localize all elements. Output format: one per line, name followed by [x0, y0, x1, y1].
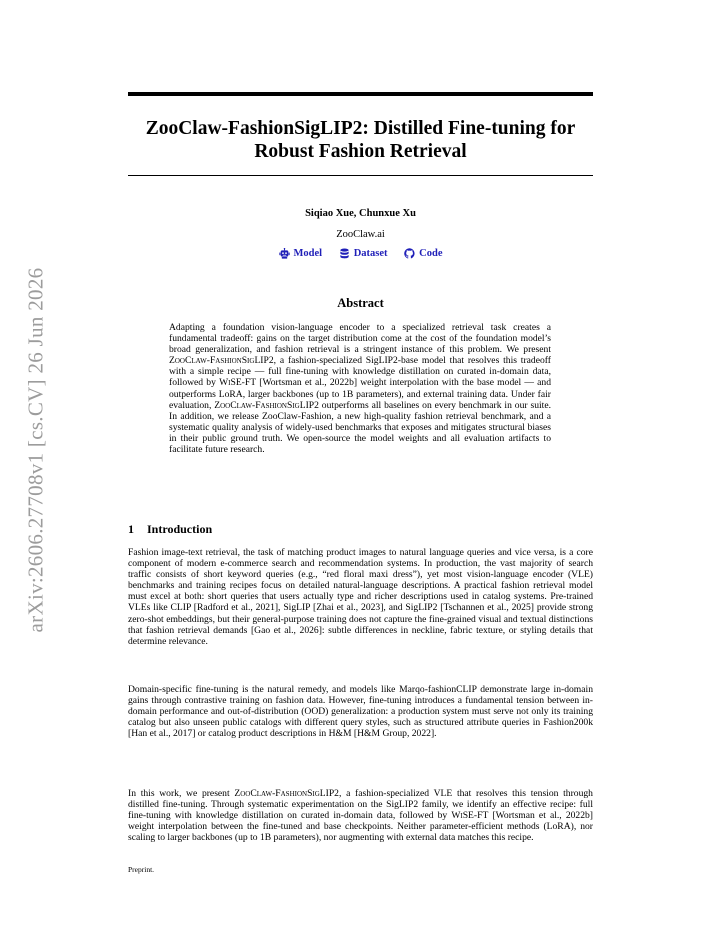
section-heading-introduction: [128, 522, 212, 537]
title-bottom-rule: [128, 175, 593, 176]
affiliation: ZooClaw.ai: [336, 229, 385, 240]
section-title: Introduction: [147, 522, 213, 536]
title-line-1: ZooClaw-FashionSigLIP2: Distilled Fine-tuning for: [145, 118, 576, 139]
section-number: 1: [128, 522, 134, 536]
dataset-link-label: Dataset: [353, 248, 388, 259]
model-link[interactable]: [279, 248, 323, 259]
abstract-text: Adapting a foundation vision-language encoder to a specialized retrieval task creates a fundamental tradeoff: gains on the target distribution come at the cost of the foundation model’s broad generalization, and fashion retrieval is a stringent instance of this problem. We present ZooClaw-FashionSigLIP2, a fashion-specialized SigLIP2-base model that resolves this tradeoff with a simple recipe — full fine-tuning with knowledge distillation on curated in-domain data, followed by WiSE-FT [Wortsman et al., 2022b] weight interpolation with the base model — and outperforms LoRA, larger backbones (up to 1B parameters), and external training data. Under fair evaluation, ZooClaw-FashionSigLIP2 outperforms all baselines on every benchmark in our suite. In addition, we release ZooClaw-Fashion, a new high-quality fashion retrieval benchmark, and a systematic quality analysis of widely-used benchmarks that exposes and mitigates structural biases in their public ground truth. We open-source the model weights and all evaluation artifacts to facilitate future research.: [169, 322, 551, 456]
author-list: Siqiao Xue, Chunxue Xu: [305, 208, 416, 219]
database-icon: [339, 248, 350, 259]
arxiv-identifier-stamp: arXiv:2606.27708v1 [cs.CV] 26 Jun 2026: [23, 267, 48, 633]
model-link-label: Model: [293, 248, 323, 259]
intro-paragraph-1: Fashion image-text retrieval, the task of matching product images to natural language queries and vice versa, is a core component of modern e-commerce search and recommendation systems. In production, the vast majority of search traffic consists of short keyword queries (e.g., “red floral maxi dress”), yet most vision-language encoder (VLE) benchmarks and training recipes focus on detailed natural-language descriptions. A practical fashion retrieval model must excel at both: short queries that users actually type and richer descriptions used in catalog systems. Pre-trained VLEs like CLIP [Radford et al., 2021], SigLIP [Zhai et al., 2023], and SigLIP2 [Tschannen et al., 2025] provide strong zero-shot embeddings, but their general-purpose training does not capture the fine-grained visual and textual distinctions that fashion retrieval demands [Gao et al., 2026]: subtle differences in neckline, fabric texture, or styling details that determine relevance.: [128, 547, 593, 647]
paper-title: [128, 117, 593, 163]
robot-icon: [279, 248, 290, 259]
code-link-label: Code: [419, 248, 443, 259]
resource-links: [128, 248, 593, 262]
title-line-2: Robust Fashion Retrieval: [254, 141, 467, 162]
title-top-rule: [128, 92, 593, 96]
github-icon: [404, 248, 415, 259]
intro-paragraph-2: Domain-specific fine-tuning is the natural remedy, and models like Marqo-fashionCLIP demonstrate large in-domain gains through contrastive training on fashion data. However, fine-tuning introduces a fundamental tension between in-domain performance and out-of-distribution (OOD) generalization: a production system must serve not only its training catalog but also unseen public catalogs with different query styles, such as structured attribute queries in Fashion200k [Han et al., 2017] or catalog product descriptions in H&M [H&M Group, 2022].: [128, 684, 593, 740]
preprint-note: Preprint.: [128, 865, 155, 874]
code-link[interactable]: [404, 248, 442, 259]
dataset-link[interactable]: [339, 248, 388, 259]
intro-paragraph-3: In this work, we present ZooClaw-FashionSigLIP2, a fashion-specialized VLE that resolves this tension through distilled fine-tuning. Through systematic experimentation on the SigLIP2 family, we identify an effective recipe: full fine-tuning with knowledge distillation on curated in-domain data, followed by WiSE-FT [Wortsman et al., 2022b] weight interpolation between the fine-tuned and base checkpoints. Neither parameter-efficient methods (LoRA), nor scaling to larger backbones (up to 1B parameters), nor augmenting with external data matches this recipe.: [128, 788, 593, 844]
abstract-heading: Abstract: [337, 296, 384, 310]
